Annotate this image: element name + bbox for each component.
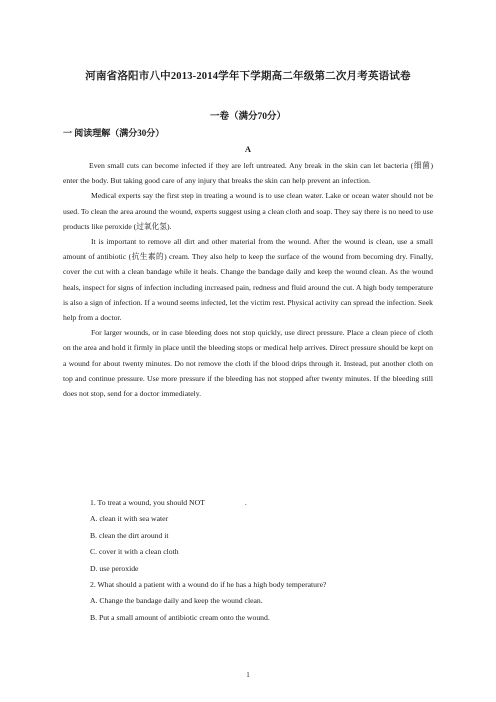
question-1-end: .	[244, 498, 247, 507]
question-stem	[90, 495, 430, 511]
question-1-stem: 1. To treat a wound, you should NOT	[90, 498, 205, 507]
question-option: A. Change the bandage daily and keep the wound clean.	[90, 596, 263, 606]
passage-label: A	[244, 144, 252, 154]
passage-body	[63, 158, 433, 401]
paragraph: It is important to remove all dirt and other material from the wound. After the wound is clean, use a small amount of antibiotic (抗生素的) cream. They also help to keep the surface of the wound from becoming dry. Finally, cover the cut with a clean bandage while it heals. Change the bandage daily and keep the wound clean. As the wound heals, inspect for signs of infection including increased pain, redness and fluid around the cut. A high body temperature is also a sign of infection. If a wound seems infected, let the victim rest. Physical activity can spread the infection. Seek help from a doctor.	[63, 237, 433, 323]
paragraph: Even small cuts can become infected if they are left untreated. Any break in the skin can let bacteria (细菌) enter the body. But taking good care of any injury that breaks the skin can help prevent an infection.	[63, 161, 433, 186]
question-option: B. clean the dirt around it	[90, 530, 169, 540]
paragraph: For larger wounds, or in case bleeding does not stop quickly, use direct pressure. Place a clean piece of cloth on the area and hold it firmly in place until the bleeding stops or medical help arrives. Direct pressure should be kept on a wound for about twenty minutes. Do not remove the cloth if the blood drips through it. Instead, put another cloth on top and continue pressure. Use more pressure if the bleeding has not stopped after twenty minutes. If the bleeding still does not stop, send for a doctor immediately.	[63, 328, 433, 399]
question-list	[90, 495, 430, 626]
question-option: B. Put a small amount of antibiotic cream onto the wound.	[90, 612, 270, 622]
section-title: 一卷（满分70分）	[209, 112, 286, 122]
part-title: 一 阅读理解（满分30分）	[63, 128, 165, 138]
question-option: D. use peroxide	[90, 563, 139, 573]
page-number: 1	[246, 671, 250, 679]
paragraph: Medical experts say the first step in treating a wound is to use clean water. Lake or ocean water should not be used. To clean the area around the wound, experts suggest using a clean cloth and soap. They say there is no need to use products like peroxide (过氧化氢).	[63, 191, 433, 231]
exam-title: 河南省洛阳市八中2013-2014学年下学期高二年级第二次月考英语试卷	[85, 71, 411, 82]
question-stem: 2. What should a patient with a wound do if he has a high body temperature?	[90, 580, 327, 590]
question-option: A. clean it with sea water	[90, 514, 169, 524]
question-option: C. cover it with a clean cloth	[90, 547, 179, 557]
